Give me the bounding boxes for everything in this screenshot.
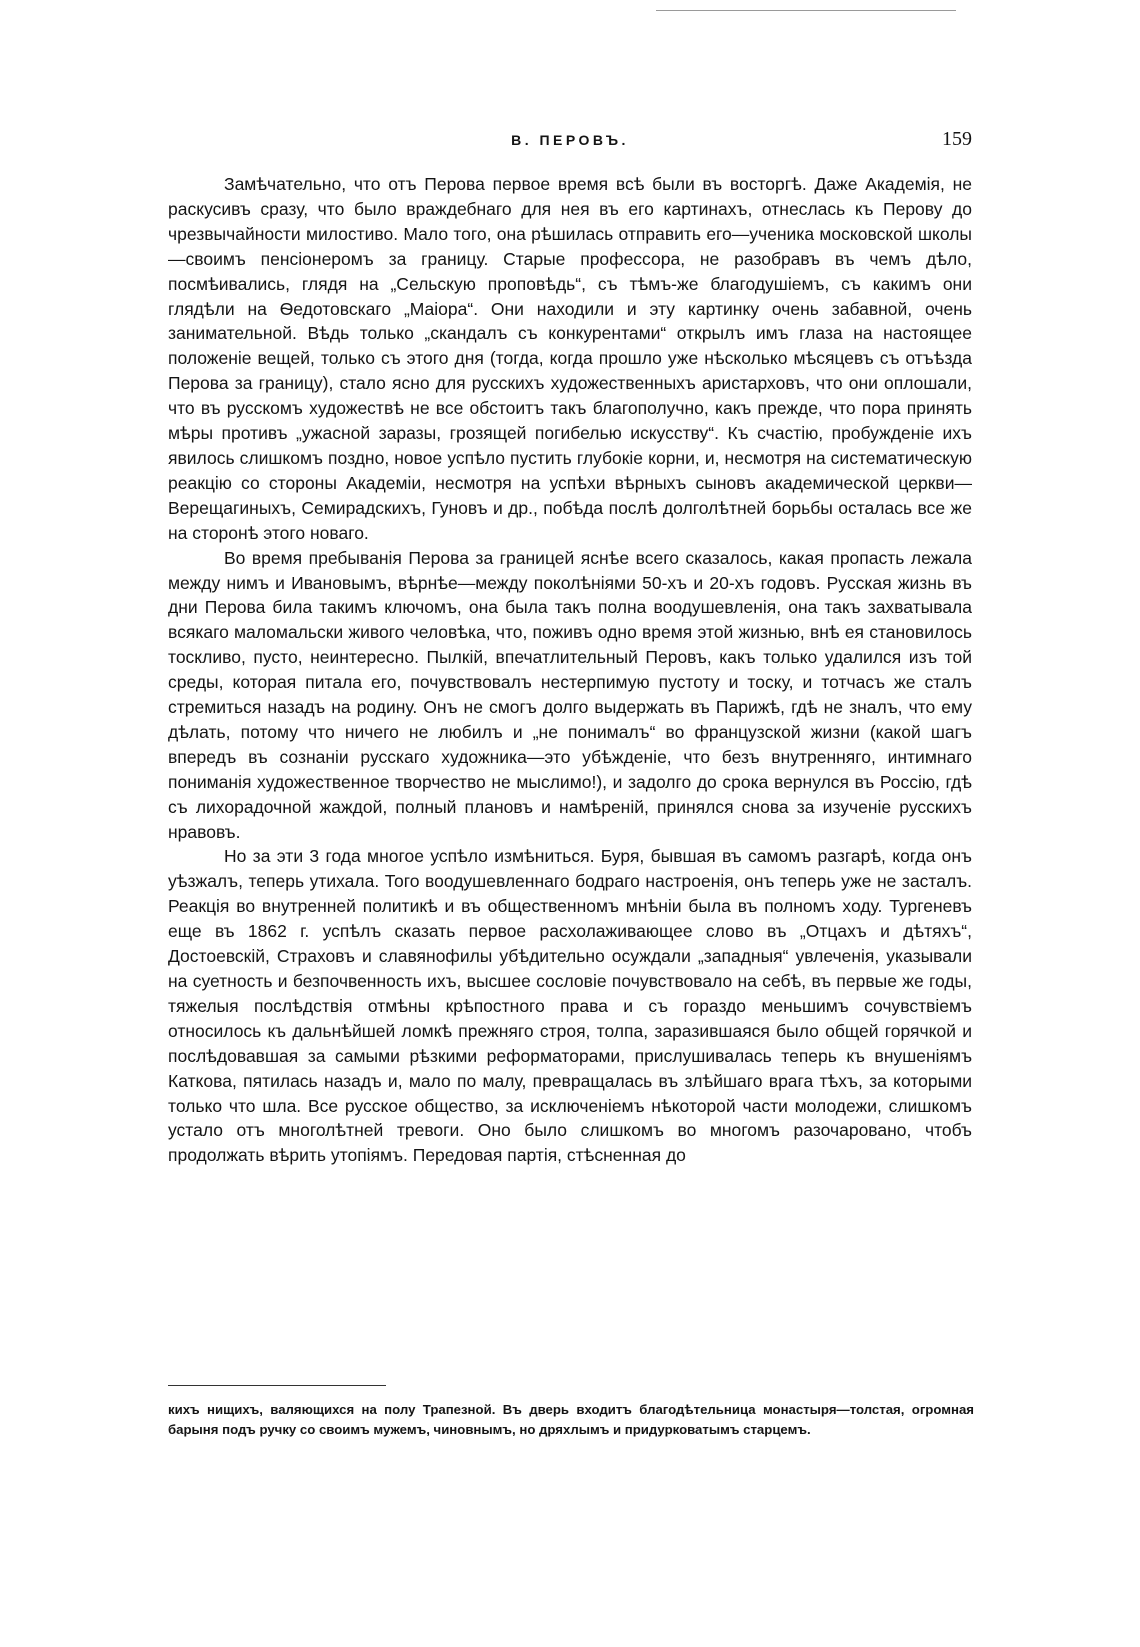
running-header (168, 128, 972, 158)
top-edge-rule (656, 10, 956, 11)
paragraph-1: Замѣчательно, что отъ Перова первое время всѣ были въ восторгѣ. Даже Академія, не раскусивъ сразу, что было враждебнаго для нея въ его картинахъ, отнеслась къ Перову до чрезвычайности милостиво. Мало того, она рѣшилась отправить его—ученика московской школы—своимъ пенсіонеромъ за границу. Старые профессора, не разобравъ въ чемъ дѣло, посмѣивались, глядя на „Сельскую проповѣдь“, съ тѣмъ-же благодушіемъ, съ какимъ они глядѣли на Ѳедотовскаго „Маіора“. Они находили и эту картинку очень забавной, очень занимательной. Вѣдь только „скандалъ съ конкурентами“ открылъ имъ глаза на настоящее положеніе вещей, только съ этого дня (тогда, когда прошло уже нѣсколько мѣсяцевъ съ отъѣзда Перова за границу), стало ясно для русскихъ художественныхъ аристарховъ, что они оплошали, что въ русскомъ художествѣ не все обстоитъ такъ благополучно, какъ прежде, что пора принять мѣры противъ „ужасной заразы, грозящей погибелью искусству“. Къ счастію, пробужденіе ихъ явилось слишкомъ поздно, новое успѣло пустить глубокіе корни, и, несмотря на систематическую реакцію со стороны Академіи, несмотря на успѣхи вѣрныхъ сыновъ академической церкви—Верещагиныхъ, Семирадскихъ, Гуновъ и др., побѣда послѣ долголѣтней борьбы осталась все же на сторонѣ этого новаго. (168, 174, 972, 543)
main-text (168, 172, 972, 1168)
footnote-rule (168, 1385, 386, 1386)
page-number: 159 (942, 128, 972, 150)
footnote (168, 1400, 974, 1441)
paragraph-2: Во время пребыванія Перова за границей яснѣе всего сказалось, какая пропасть лежала между нимъ и Ивановымъ, вѣрнѣе—между поколѣніями 50-хъ и 20-хъ годовъ. Русская жизнь въ дни Перова била такимъ ключомъ, она была такъ полна воодушевленія, она такъ захватывала всякаго маломальски живого человѣка, что, поживъ одно время этой жизнью, внѣ ея становилось тоскливо, пусто, неинтересно. Пылкій, впечатлительный Перовъ, какъ только удалился изъ той среды, которая питала его, почувствовалъ нестерпимую пустоту и тоску, и тотчасъ же сталъ стремиться назадъ на родину. Онъ не смогъ долго выдержать въ Парижѣ, гдѣ не зналъ, что ему дѣлать, потому что ничего не любилъ и „не понималъ“ во французской жизни (какой шагъ впередъ въ сознаніи русскаго художника—это убѣжденіе, что безъ внутренняго, интимнаго пониманія художественное творчество не мыслимо!), и задолго до срока вернулся въ Россію, гдѣ съ лихорадочной жаждой, полный плановъ и намѣреній, принялся снова за изученіе русскихъ нравовъ. (168, 547, 972, 842)
footnote-text: кихъ нищихъ, валяющихся на полу Трапезной. Въ дверь входитъ благодѣтельница монастыря—толстая, огромная барыня подъ ручку со своимъ мужемъ, чиновнымъ, но дряхлымъ и придурковатымъ старцемъ. (168, 1402, 974, 1438)
running-head-title: В. ПЕРОВЪ. (511, 132, 629, 148)
paragraph-3: Но за эти 3 года многое успѣло измѣниться. Буря, бывшая въ самомъ разгарѣ, когда онъ уѣзжалъ, теперь утихала. Того воодушевленнаго бодраго настроенія, онъ теперь уже не засталъ. Реакція во внутренней политикѣ и въ общественномъ мнѣніи была въ полномъ ходу. Тургеневъ еще въ 1862 г. успѣлъ сказать первое расхолаживающее слово въ „Отцахъ и дѣтяхъ“, Достоевскій, Страховъ и славянофилы убѣдительно осуждали „западныя“ увлеченія, указывали на суетность и безпочвенность ихъ, высшее сословіе почувствовало на себѣ, въ первые же годы, тяжелыя послѣдствія отмѣны крѣпостного права и съ гораздо меньшимъ сочувствіемъ относилось къ дальнѣйшей ломкѣ прежняго строя, толпа, заразившаяся было общей горячкой и послѣдовавшая за самыми рѣзкими реформаторами, прислушивалась теперь къ внушеніямъ Каткова, пятилась назадъ и, мало по малу, превращалась въ злѣйшаго врага тѣхъ, за которыми только что шла. Все русское общество, за исключеніемъ нѣкоторой части молодежи, слишкомъ устало отъ многолѣтней тревоги. Оно было слишкомъ во многомъ разочаровано, чтобъ продолжать вѣрить утопіямъ. Передовая партія, стѣсненная до (168, 846, 972, 1166)
